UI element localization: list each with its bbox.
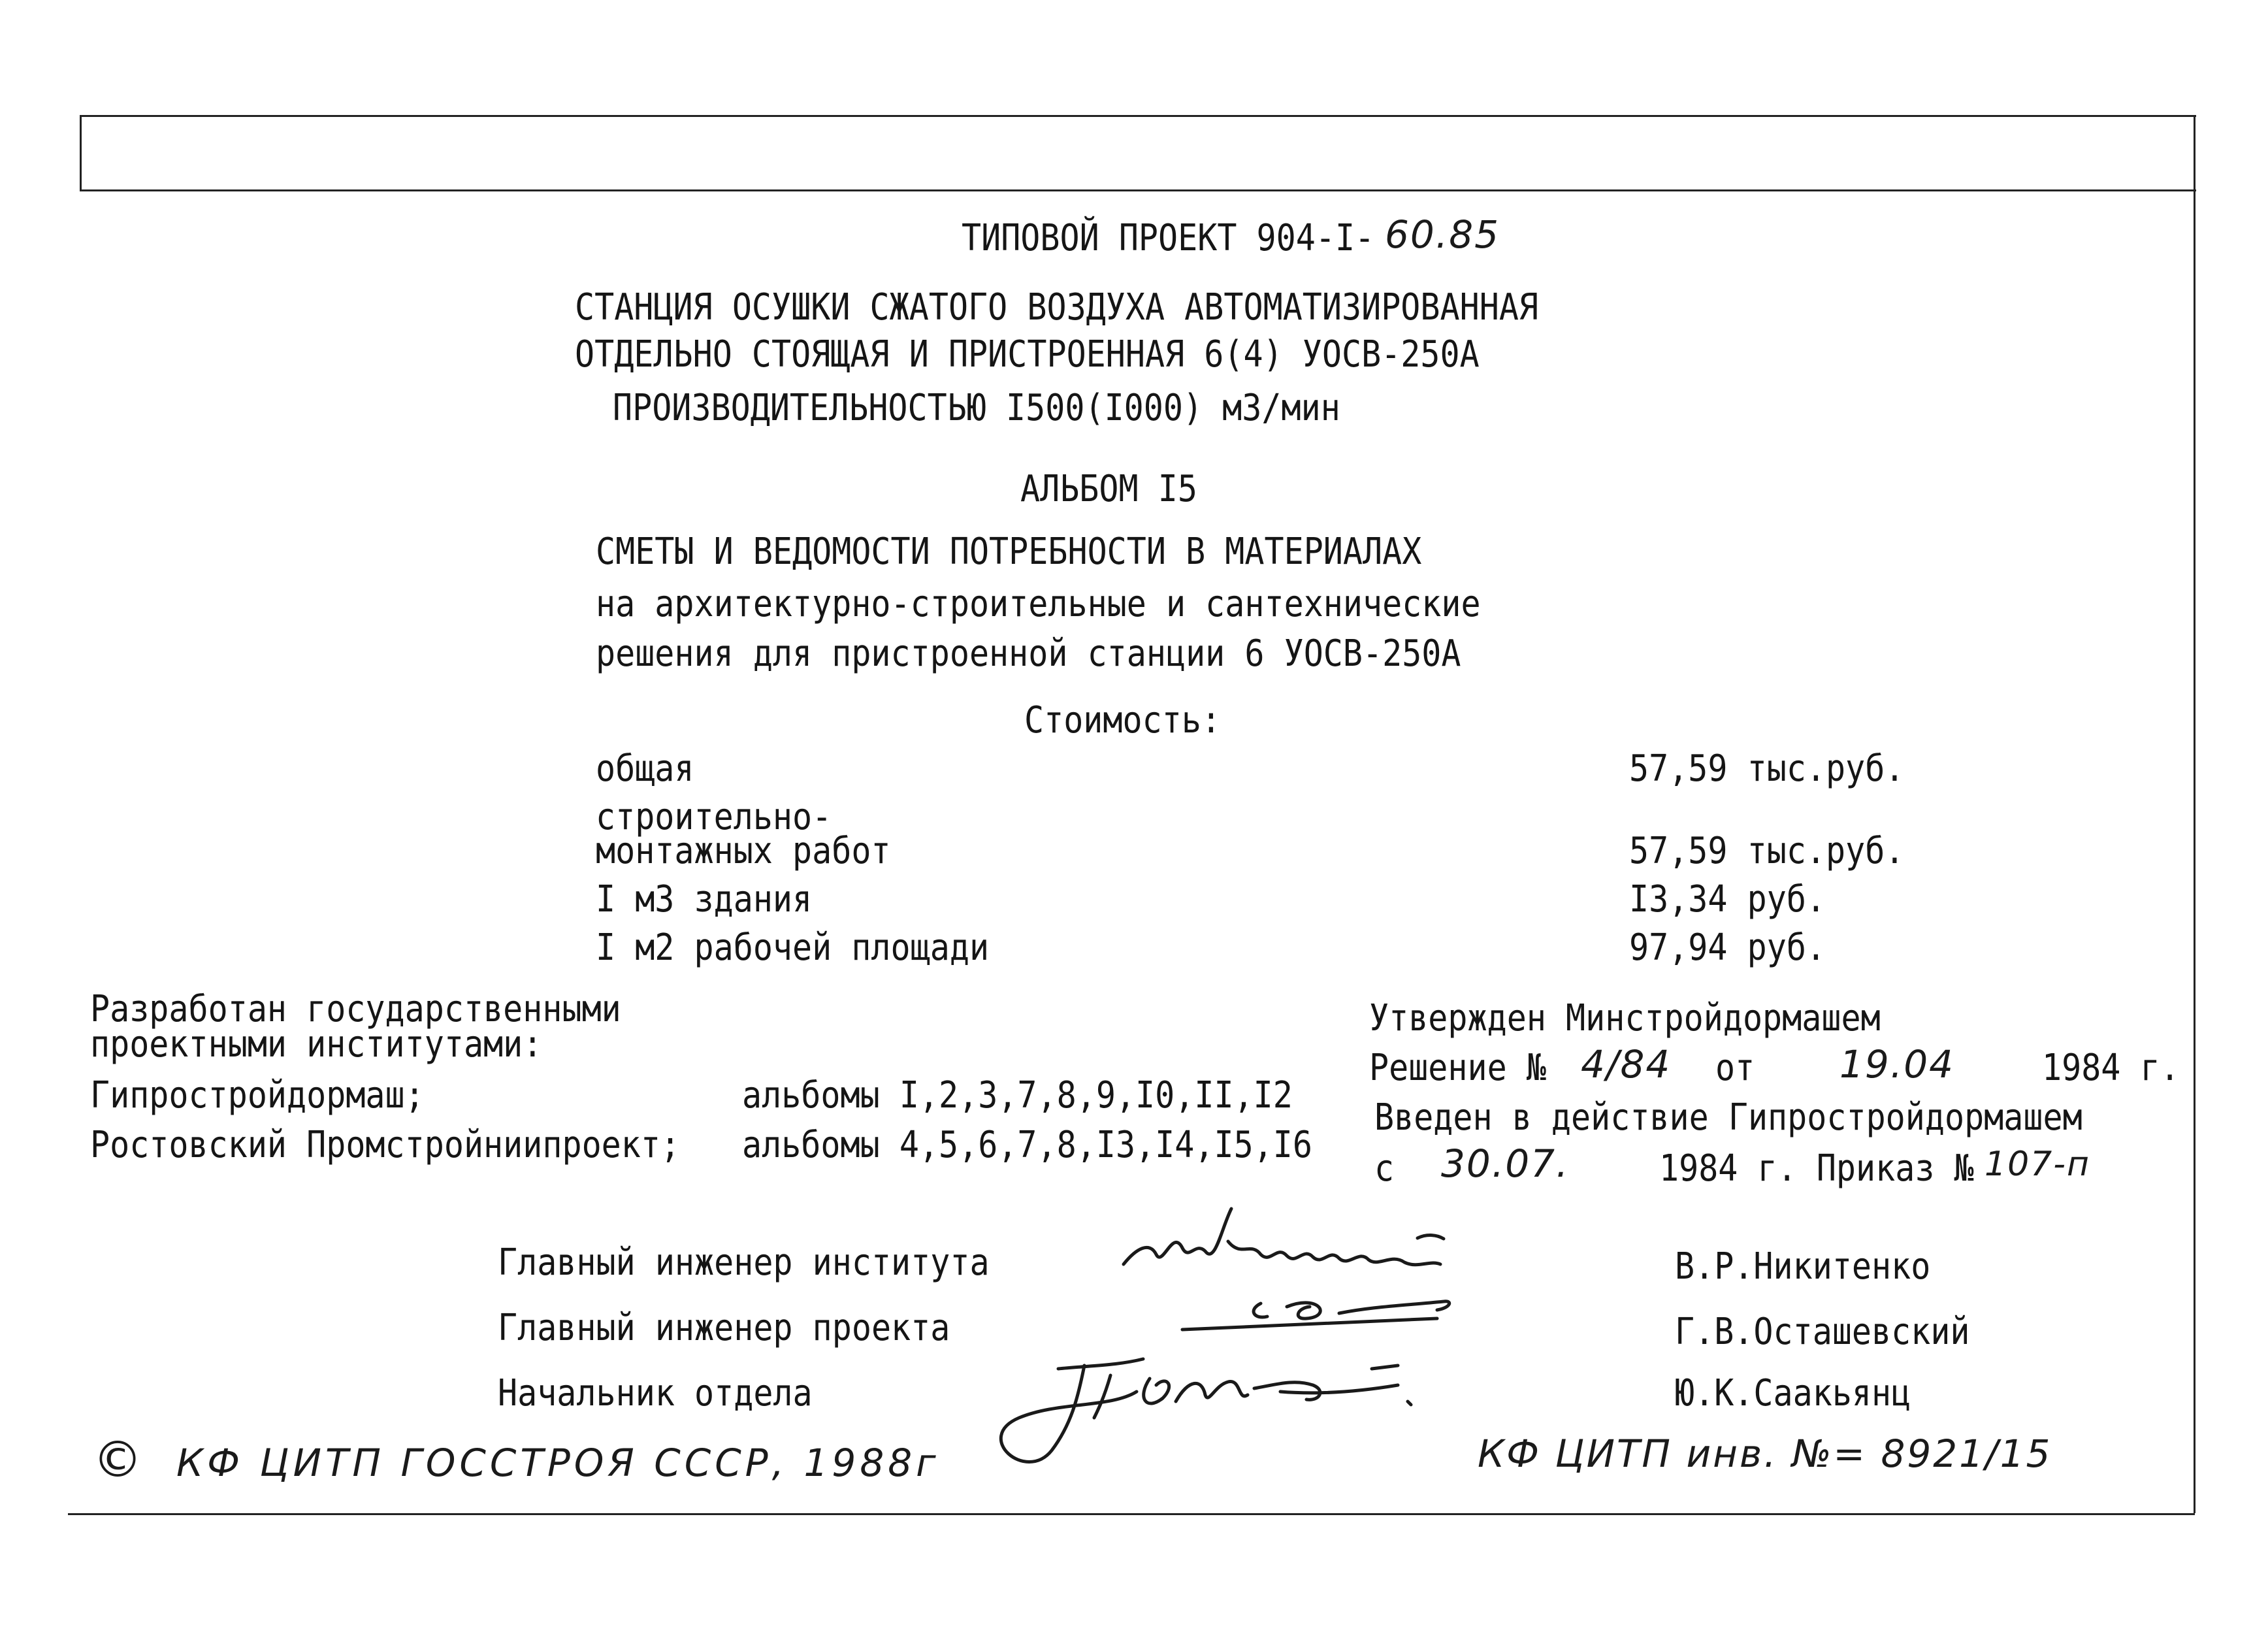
developed-line-1: Разработан государственными: [90, 987, 621, 1030]
subject-line-3: решения для пристроенной станции 6 УОСВ-250А: [596, 632, 1461, 675]
cost-per-m2-value: 97,94 руб.: [1629, 926, 1826, 969]
cost-heading: Стоимость:: [1024, 698, 1222, 742]
approval-line-3: Введен в действие Гипростройдормашем: [1374, 1096, 2082, 1139]
signature-name-2: Г.В.Осташевский: [1675, 1310, 1970, 1353]
right-border-line: [2194, 115, 2195, 1513]
signature-3-drawing: [980, 1339, 1437, 1470]
cost-per-m2-label: I м2 рабочей площади: [596, 926, 990, 969]
header-divider-line: [80, 189, 2196, 191]
decision-year: 1984 г.: [2042, 1046, 2180, 1089]
album-title: АЛЬБОМ I5: [1020, 467, 1197, 510]
bottom-border-line: [68, 1513, 2195, 1515]
cost-total-value: 57,59 тыс.руб.: [1629, 747, 1905, 790]
signature-name-3: Ю.К.Саакьянц: [1675, 1371, 1911, 1415]
developed-line-2: проектными институтами:: [90, 1022, 543, 1066]
cost-per-m3-value: I3,34 руб.: [1629, 877, 1826, 921]
cost-construction-label-2: монтажных работ: [596, 829, 891, 872]
signature-name-1: В.Р.Никитенко: [1675, 1245, 1931, 1288]
inventory-text: КФ ЦИТП инв. №= 8921/15: [1478, 1432, 2052, 1476]
signature-1-drawing: [1110, 1202, 1450, 1281]
institute-2-name: Ростовский Промстройниипроект;: [90, 1123, 681, 1166]
since-label: с: [1374, 1147, 1395, 1190]
copyright-text: КФ ЦИТП ГОССТРОЯ СССР, 1988г: [176, 1441, 940, 1485]
cost-construction-label-1: строительно-: [596, 795, 832, 838]
top-border-line: [80, 115, 2196, 117]
institute-1-name: Гипростройдормаш;: [90, 1073, 425, 1117]
project-number-handwritten: 60.85: [1385, 212, 1500, 257]
subject-line-2: на архитектурно-строительные и сантехнические: [596, 582, 1481, 625]
cost-total-label: общая: [596, 747, 694, 790]
left-border-line: [80, 115, 82, 191]
signature-role-1: Главный инженер института: [498, 1241, 990, 1284]
subject-line-1: СМЕТЫ И ВЕДОМОСТИ ПОТРЕБНОСТИ В МАТЕРИАЛАХ: [596, 530, 1422, 573]
institute-1-albums: альбомы I,2,3,7,8,9,I0,II,I2: [742, 1073, 1293, 1117]
decision-label: Решение №: [1369, 1046, 1546, 1089]
since-date-handwritten: 30.07.: [1441, 1141, 1570, 1186]
title-line-3: ПРОИЗВОДИТЕЛЬНОСТЬЮ I500(I000) м3/мин: [613, 386, 1340, 429]
order-number-handwritten: 107-п: [1984, 1145, 2091, 1184]
decision-number-handwritten: 4/84: [1581, 1042, 1672, 1087]
cost-per-m3-label: I м3 здания: [596, 877, 813, 921]
approval-line-1: Утвержден Минстройдормашем: [1369, 996, 1881, 1039]
cost-construction-value: 57,59 тыс.руб.: [1629, 829, 1905, 872]
signature-role-3: Начальник отдела: [498, 1371, 813, 1415]
project-label: ТИПОВОЙ ПРОЕКТ 904-I-: [962, 216, 1375, 259]
order-text: 1984 г. Приказ №: [1659, 1147, 1974, 1190]
decision-from-label: от: [1715, 1046, 1755, 1089]
title-line-2: ОТДЕЛЬНО СТОЯЩАЯ И ПРИСТРОЕННАЯ 6(4) УОСВ-250А: [575, 333, 1480, 376]
signature-role-2: Главный инженер проекта: [498, 1306, 950, 1349]
title-line-1: СТАНЦИЯ ОСУШКИ СЖАТОГО ВОЗДУХА АВТОМАТИЗИРОВАННАЯ: [575, 286, 1539, 329]
decision-date-handwritten: 19.04: [1839, 1042, 1955, 1087]
copyright-symbol: ©: [93, 1430, 144, 1488]
institute-2-albums: альбомы 4,5,6,7,8,I3,I4,I5,I6: [742, 1123, 1312, 1166]
